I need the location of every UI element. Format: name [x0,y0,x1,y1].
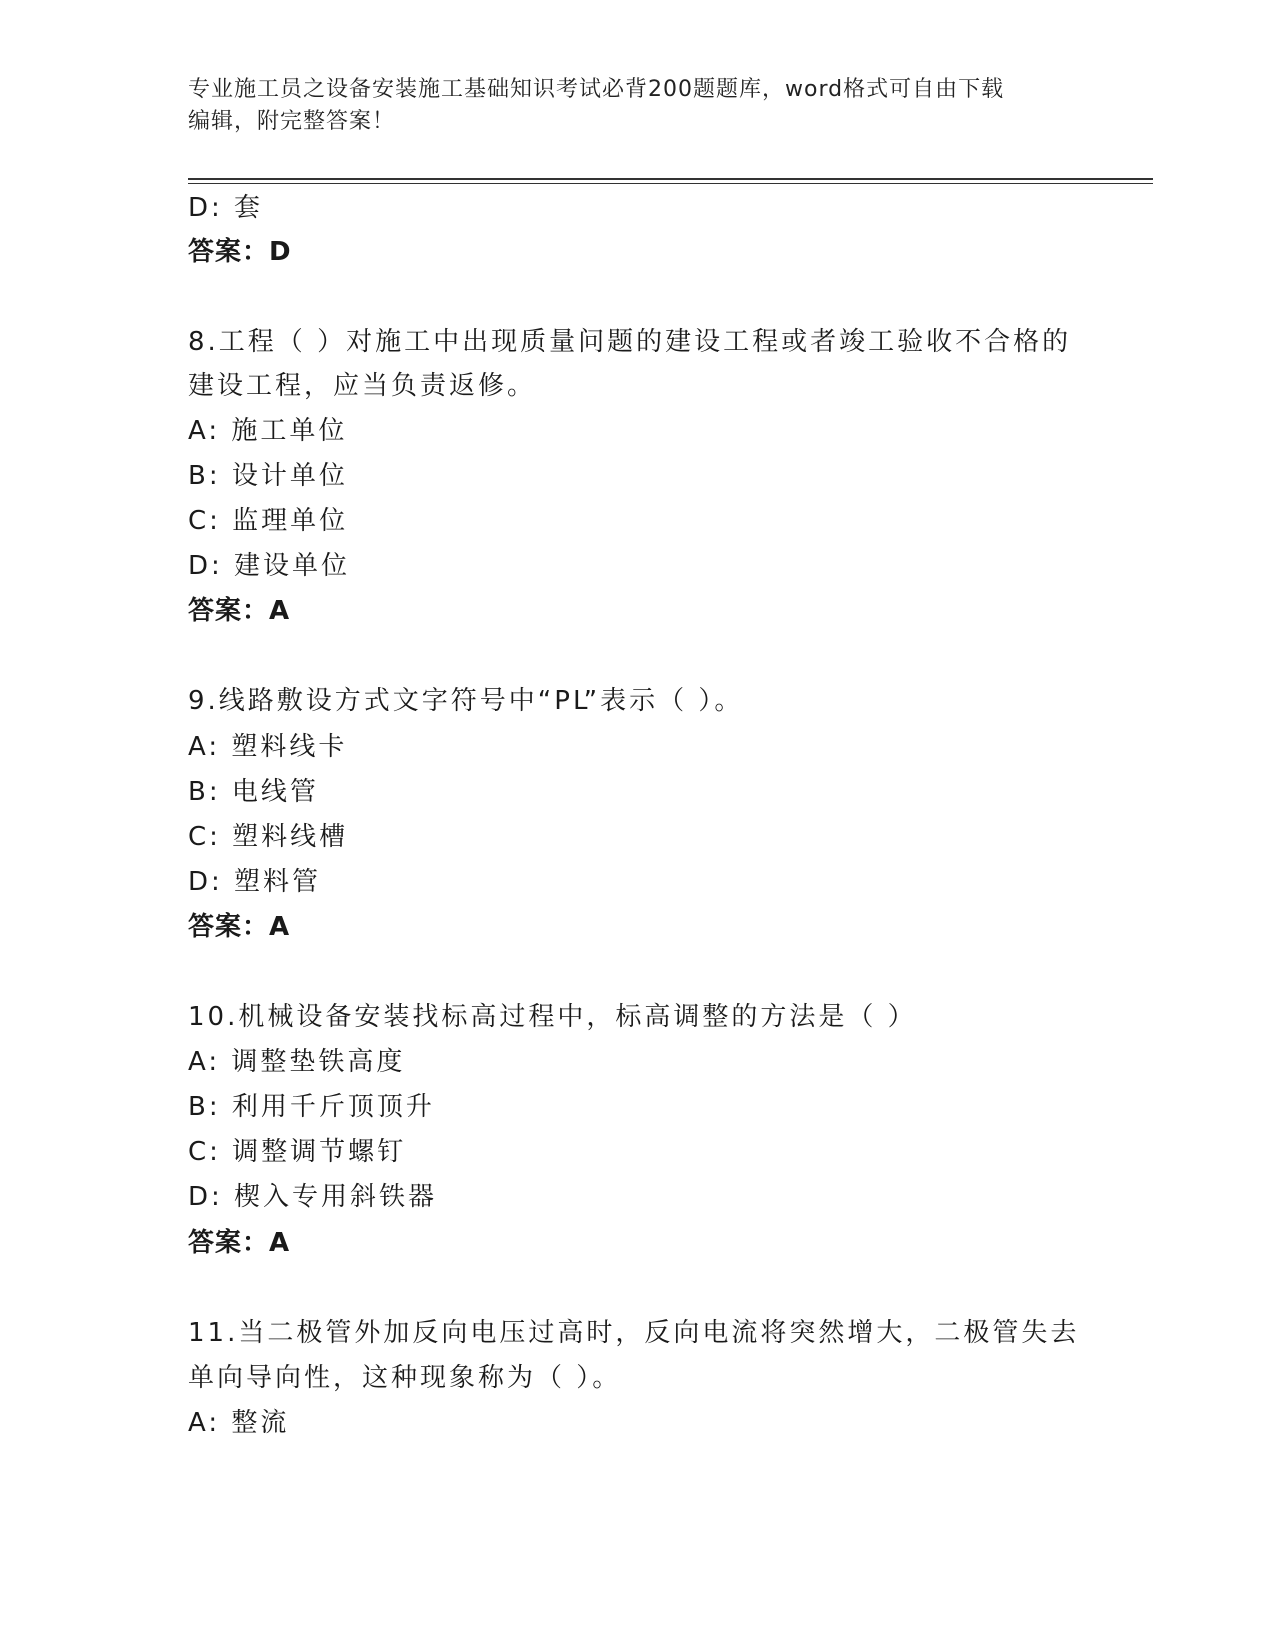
question-9-option-c: C: 塑料线槽 [188,822,349,852]
question-9-option-a: A: 塑料线卡 [188,732,348,762]
header-line-2: 编辑，附完整答案！ [188,109,396,134]
question-8-option-a: A: 施工单位 [188,416,348,446]
question-8-option-c: C: 监理单位 [188,506,349,536]
question-8-answer: 答案：A [188,596,291,626]
prev-answer: 答案：D [188,237,292,267]
header-divider [188,178,1153,180]
question-10-option-b: B: 利用千斤顶顶升 [188,1092,435,1122]
question-9-option-d: D: 塑料管 [188,867,322,897]
question-8-option-b: B: 设计单位 [188,461,348,491]
prev-option-d: D: 套 [188,193,264,223]
question-9-answer: 答案：A [188,912,291,942]
header-line-1: 专业施工员之设备安装施工基础知识考试必背200题题库，word格式可自由下载 [188,77,1005,102]
question-11-stem-line-1: 11.当二极管外加反向电压过高时，反向电流将突然增大，二极管失去 [188,1318,1080,1348]
question-10-answer: 答案：A [188,1228,291,1258]
question-10-option-a: A: 调整垫铁高度 [188,1047,406,1077]
question-10-stem-line-1: 10.机械设备安装找标高过程中，标高调整的方法是（ ） [188,1002,917,1032]
question-8-stem-line-1: 8.工程（ ）对施工中出现质量问题的建设工程或者竣工验收不合格的 [188,327,1072,357]
question-10-option-c: C: 调整调节螺钉 [188,1137,407,1167]
question-9-stem-line-1: 9.线路敷设方式文字符号中“PL”表示（ ）。 [188,686,744,716]
document-header [188,74,1088,138]
question-8-stem-line-2: 建设工程，应当负责返修。 [188,371,537,401]
header-divider-thin [188,183,1153,184]
question-10-option-d: D: 楔入专用斜铁器 [188,1182,438,1212]
question-11-stem-line-2: 单向导向性，这种现象称为（ ）。 [188,1363,622,1393]
question-11-option-a: A: 整流 [188,1408,290,1438]
question-9-option-b: B: 电线管 [188,777,319,807]
question-8-option-d: D: 建设单位 [188,551,351,581]
